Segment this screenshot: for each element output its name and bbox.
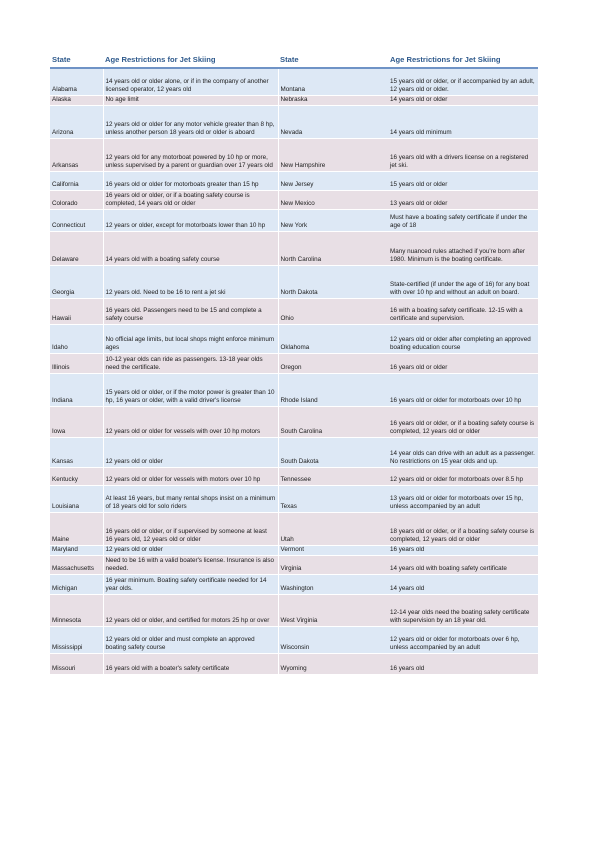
state-cell: Wisconsin bbox=[278, 626, 388, 653]
age-restriction-cell: 16 years old or older for motorboats greater than 15 hp bbox=[103, 171, 278, 190]
state-cell: Michigan bbox=[50, 574, 103, 594]
state-cell: Oregon bbox=[278, 353, 388, 373]
age-restriction-cell: Need to be 16 with a valid boater's license. Insurance is also needed. bbox=[103, 555, 278, 574]
table-row bbox=[50, 594, 538, 626]
age-restriction-cell: 14 years old or older bbox=[388, 95, 538, 105]
age-restriction-cell: 12 years old or older, and certified for motors 25 hp or over bbox=[103, 594, 278, 626]
age-restriction-cell: 14 years old with boating safety certificate bbox=[388, 555, 538, 574]
state-cell: Maryland bbox=[50, 545, 103, 555]
state-cell: Texas bbox=[278, 485, 388, 512]
age-restriction-cell: 16 years old bbox=[388, 545, 538, 555]
header-age-restrictions-1: Age Restrictions for Jet Skiing bbox=[103, 52, 278, 68]
state-cell: Alaska bbox=[50, 95, 103, 105]
age-restriction-cell: 12 years old or older bbox=[103, 545, 278, 555]
header-state-1: State bbox=[50, 52, 103, 68]
header-state-2: State bbox=[278, 52, 388, 68]
state-cell: North Dakota bbox=[278, 265, 388, 298]
table-row bbox=[50, 298, 538, 324]
age-restriction-cell: 16 years old or older bbox=[388, 353, 538, 373]
state-cell: Massachusetts bbox=[50, 555, 103, 574]
state-cell: Nebraska bbox=[278, 95, 388, 105]
state-cell: Arkansas bbox=[50, 138, 103, 171]
age-restriction-cell: Must have a boating safety certificate if under the age of 18 bbox=[388, 209, 538, 231]
state-cell: Vermont bbox=[278, 545, 388, 555]
age-restriction-cell: 14 years old bbox=[388, 574, 538, 594]
table-row bbox=[50, 231, 538, 265]
age-restriction-cell: 16 with a boating safety certificate. 12-15 with a certificate and supervision. bbox=[388, 298, 538, 324]
state-cell: Delaware bbox=[50, 231, 103, 265]
age-restriction-cell: 16 years old with a boater's safety certificate bbox=[103, 653, 278, 674]
age-restriction-cell: 12 years old or older for vessels with motors over 10 hp bbox=[103, 467, 278, 485]
table-row bbox=[50, 105, 538, 138]
age-restriction-cell: 12 years old or older after completing an approved boating education course bbox=[388, 324, 538, 353]
age-restriction-cell: 16 year minimum. Boating safety certificate needed for 14 year olds. bbox=[103, 574, 278, 594]
state-cell: Oklahoma bbox=[278, 324, 388, 353]
age-restriction-cell: State-certified (if under the age of 16) for any boat with over 10 hp and without an adult on board. bbox=[388, 265, 538, 298]
state-cell: New York bbox=[278, 209, 388, 231]
state-cell: Kansas bbox=[50, 437, 103, 467]
state-cell: Connecticut bbox=[50, 209, 103, 231]
state-cell: Indiana bbox=[50, 373, 103, 406]
state-cell: Montana bbox=[278, 68, 388, 95]
state-cell: Alabama bbox=[50, 68, 103, 95]
age-restriction-cell: Many nuanced rules attached if you're born after 1980. Minimum is the boating certificate. bbox=[388, 231, 538, 265]
age-restriction-cell: 16 years old or older, or if a boating safety course is completed, 14 years old or older bbox=[103, 190, 278, 209]
state-cell: Georgia bbox=[50, 265, 103, 298]
age-restriction-cell: 12 years or older, except for motorboats lower than 10 hp bbox=[103, 209, 278, 231]
state-cell: Mississippi bbox=[50, 626, 103, 653]
age-restriction-cell: 16 years old or older, or if a boating safety course is completed, 12 years old or older bbox=[388, 406, 538, 437]
age-restriction-cell: 12 years old or older for any motor vehicle greater than 8 hp, unless another person 18 years old or older is aboard bbox=[103, 105, 278, 138]
table-row bbox=[50, 324, 538, 353]
state-cell: Rhode Island bbox=[278, 373, 388, 406]
table-row bbox=[50, 265, 538, 298]
state-cell: New Hampshire bbox=[278, 138, 388, 171]
age-restriction-cell: No official age limits, but local shops might enforce minimum ages bbox=[103, 324, 278, 353]
age-restriction-cell: 15 years old or older bbox=[388, 171, 538, 190]
header-age-restrictions-2: Age Restrictions for Jet Skiing bbox=[388, 52, 538, 68]
header-row bbox=[50, 52, 538, 68]
age-restriction-cell: 16 years old or older, or if supervised by someone at least 16 years old, 12 years old or older bbox=[103, 512, 278, 545]
age-restriction-cell: 12 years old or older for motorboats over 8.5 hp bbox=[388, 467, 538, 485]
age-restriction-cell: 16 years old or older for motorboats over 10 hp bbox=[388, 373, 538, 406]
state-cell: Colorado bbox=[50, 190, 103, 209]
age-restriction-cell: 12 years old for any motorboat powered by 10 hp or more, unless supervised by a parent or guardian over 17 years old bbox=[103, 138, 278, 171]
state-cell: Nevada bbox=[278, 105, 388, 138]
state-cell: North Carolina bbox=[278, 231, 388, 265]
age-restriction-cell: 14 years old or older alone, or if in the company of another licensed operator, 12 years old bbox=[103, 68, 278, 95]
state-cell: Kentucky bbox=[50, 467, 103, 485]
age-restriction-cell: 15 years old or older, or if the motor power is greater than 10 hp, 16 years or older, with a valid driver's license bbox=[103, 373, 278, 406]
table-row bbox=[50, 138, 538, 171]
state-cell: Virginia bbox=[278, 555, 388, 574]
state-cell: New Mexico bbox=[278, 190, 388, 209]
age-restriction-cell: 12 years old or older for vessels with over 10 hp motors bbox=[103, 406, 278, 437]
age-restrictions-document bbox=[50, 52, 538, 675]
state-cell: Tennessee bbox=[278, 467, 388, 485]
table-row bbox=[50, 190, 538, 209]
table-row bbox=[50, 467, 538, 485]
age-restriction-cell: 14 year olds can drive with an adult as a passenger. No restrictions on 15 year olds and up. bbox=[388, 437, 538, 467]
age-restriction-cell: 18 years old or older, or if a boating safety course is completed, 12 years old or older bbox=[388, 512, 538, 545]
state-cell: Hawaii bbox=[50, 298, 103, 324]
state-cell: Louisiana bbox=[50, 485, 103, 512]
age-restriction-cell: 12 years old or older and must complete an approved boating safety course bbox=[103, 626, 278, 653]
state-cell: California bbox=[50, 171, 103, 190]
state-cell: Minnesota bbox=[50, 594, 103, 626]
state-cell: Maine bbox=[50, 512, 103, 545]
state-cell: Illinois bbox=[50, 353, 103, 373]
age-restriction-cell: 12 years old or older bbox=[103, 437, 278, 467]
table-row bbox=[50, 626, 538, 653]
table-row bbox=[50, 555, 538, 574]
age-restriction-cell: 10-12 year olds can ride as passengers. 13-18 year olds need the certificate. bbox=[103, 353, 278, 373]
state-cell: Utah bbox=[278, 512, 388, 545]
jet-ski-age-table bbox=[50, 52, 538, 675]
state-cell: Iowa bbox=[50, 406, 103, 437]
table-row bbox=[50, 574, 538, 594]
table-row bbox=[50, 373, 538, 406]
table-row bbox=[50, 437, 538, 467]
age-restriction-cell: 12 years old. Need to be 16 to rent a jet ski bbox=[103, 265, 278, 298]
age-restriction-cell: 16 years old. Passengers need to be 15 and complete a safety course bbox=[103, 298, 278, 324]
age-restriction-cell: At least 16 years, but many rental shops insist on a minimum of 18 years old for solo riders bbox=[103, 485, 278, 512]
age-restriction-cell: No age limit bbox=[103, 95, 278, 105]
age-restriction-cell: 13 years old or older bbox=[388, 190, 538, 209]
state-cell: South Dakota bbox=[278, 437, 388, 467]
age-restriction-cell: 12-14 year olds need the boating safety certificate with supervision by an 18 year old. bbox=[388, 594, 538, 626]
age-restriction-cell: 12 years old or older for motorboats over 6 hp, unless accompanied by an adult bbox=[388, 626, 538, 653]
age-restriction-cell: 14 years old with a boating safety course bbox=[103, 231, 278, 265]
age-restriction-cell: 15 years old or older, or if accompanied by an adult, 12 years old or older. bbox=[388, 68, 538, 95]
state-cell: Missouri bbox=[50, 653, 103, 674]
age-restriction-cell: 16 years old with a drivers license on a registered jet ski. bbox=[388, 138, 538, 171]
table-row bbox=[50, 209, 538, 231]
state-cell: Washington bbox=[278, 574, 388, 594]
table-row bbox=[50, 171, 538, 190]
age-restriction-cell: 14 years old minimum bbox=[388, 105, 538, 138]
state-cell: West Virginia bbox=[278, 594, 388, 626]
state-cell: Wyoming bbox=[278, 653, 388, 674]
state-cell: Idaho bbox=[50, 324, 103, 353]
table-row bbox=[50, 653, 538, 674]
table-row bbox=[50, 406, 538, 437]
table-row bbox=[50, 545, 538, 555]
table-body bbox=[50, 68, 538, 674]
state-cell: New Jersey bbox=[278, 171, 388, 190]
table-row bbox=[50, 485, 538, 512]
age-restriction-cell: 16 years old bbox=[388, 653, 538, 674]
state-cell: Arizona bbox=[50, 105, 103, 138]
state-cell: Ohio bbox=[278, 298, 388, 324]
table-row bbox=[50, 68, 538, 95]
age-restriction-cell: 13 years old or older for motorboats over 15 hp, unless accompanied by an adult bbox=[388, 485, 538, 512]
table-row bbox=[50, 95, 538, 105]
table-row bbox=[50, 512, 538, 545]
state-cell: South Carolina bbox=[278, 406, 388, 437]
table-row bbox=[50, 353, 538, 373]
